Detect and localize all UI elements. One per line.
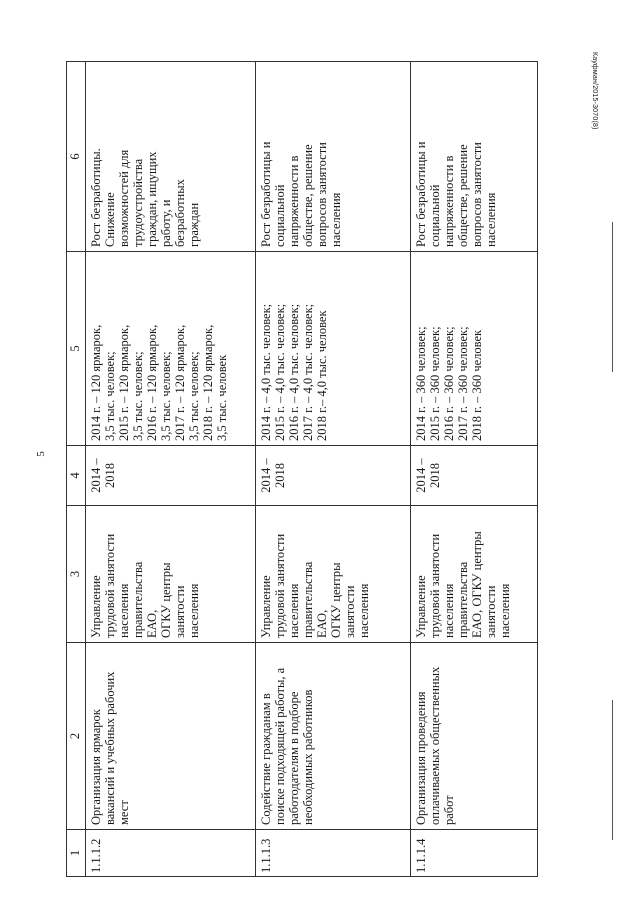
text-line: поиске подходящей работы, а (273, 667, 287, 825)
text-line: 2016 г. – 120 ярмарок, (145, 324, 159, 441)
text-line: трудовой занятости (103, 533, 117, 638)
text-line: ЕАО, ОГКУ центры (470, 531, 484, 638)
text-line: напряженности в (442, 155, 456, 247)
text-line: правительства (131, 561, 145, 638)
text-line: Организация проведения (414, 691, 428, 825)
text-line: Организация ярмарок (89, 709, 103, 825)
header-cell-6: 6 (67, 62, 86, 252)
margin-rule-top (612, 222, 613, 372)
text-line: работодателям в подборе (287, 691, 301, 825)
text-line: 3,5 тыс. человек; (159, 351, 173, 441)
header-cell-5: 5 (67, 252, 86, 446)
text-line: возможностей для (117, 149, 131, 247)
text-line: 2014 г. – 360 человек; (414, 326, 428, 441)
period-cell (411, 446, 538, 506)
text-line: вопросов занятости (470, 142, 484, 247)
text-line: мест (117, 800, 131, 825)
text-line: Управление (414, 575, 428, 638)
row-code: 1.1.1.4 (411, 830, 538, 877)
text-line: трудоустройства (131, 158, 145, 247)
text-line: 2015 г. – 4,0 тыс. человек; (273, 303, 287, 441)
measure-cell (256, 643, 411, 830)
text-line: Рост безработицы и (414, 141, 428, 247)
text-line: населения (187, 583, 201, 638)
text-line: 2017 г. – 4,0 тыс. человек; (301, 303, 315, 441)
page-number: 5 (34, 451, 47, 457)
text-line: обществе, решение (301, 144, 315, 247)
text-line: 2014 – (414, 458, 428, 493)
text-line: 2018 г. – 120 ярмарок, (201, 324, 215, 441)
text-line: вопросов занятости (315, 142, 329, 247)
text-line: населения (287, 583, 301, 638)
header-cell-1: 1 (67, 830, 86, 877)
text-line: занятости (173, 585, 187, 638)
text-line: вакансий и учебных рабочих (103, 671, 117, 825)
text-line: 2018 г. – 360 человек (470, 329, 484, 441)
period-cell (256, 446, 411, 506)
text-line: 2018 г.– 4,0 тыс. человек (315, 310, 329, 441)
consequences-cell (86, 62, 256, 252)
text-line: напряженности в (287, 155, 301, 247)
text-line: Управление (89, 575, 103, 638)
text-line: обществе, решение (456, 144, 470, 247)
text-line: 2014 – (259, 458, 273, 493)
row-code: 1.1.1.3 (256, 830, 411, 877)
text-line: 2016 г. – 4,0 тыс. человек; (287, 303, 301, 441)
text-line: 2015 г. – 360 человек; (428, 326, 442, 441)
text-line: населения (117, 583, 131, 638)
text-line: 2017 г. – 120 ярмарок, (173, 324, 187, 441)
measure-cell (411, 643, 538, 830)
text-line: 3,5 тыс. человек; (103, 351, 117, 441)
measures-table (66, 61, 538, 877)
text-line: граждан, ищущих (145, 151, 159, 247)
text-line: социальной (273, 184, 287, 247)
text-line: необходимых работников (301, 689, 315, 825)
header-cell-3: 3 (67, 506, 86, 643)
text-line: работу, и (159, 199, 173, 247)
text-line: 2018 (273, 463, 287, 488)
table-row (411, 62, 538, 877)
executor-cell (86, 506, 256, 643)
executor-cell (256, 506, 411, 643)
text-line: трудовой занятости (273, 533, 287, 638)
document-stamp: Кауфман/2015-3070(8) (591, 52, 598, 130)
header-row (67, 62, 86, 877)
text-line: трудовой занятости (428, 533, 442, 638)
text-line: 3,5 тыс. человек; (187, 351, 201, 441)
text-line: ОГКУ центры (329, 562, 343, 638)
text-line: 2014 г. – 120 ярмарок, (89, 324, 103, 441)
header-cell-4: 4 (67, 446, 86, 506)
executor-cell (411, 506, 538, 643)
text-line: правительства (456, 561, 470, 638)
text-line: населения (329, 192, 343, 247)
text-line: Содействие гражданам в (259, 693, 273, 825)
consequences-cell (256, 62, 411, 252)
text-line: населения (357, 583, 371, 638)
period-cell (86, 446, 256, 506)
measure-cell (86, 643, 256, 830)
text-line: 2018 (103, 463, 117, 488)
results-cell (411, 252, 538, 446)
text-line: 2015 г. – 120 ярмарок, (117, 324, 131, 441)
text-line: населения (484, 192, 498, 247)
margin-rule-bottom (612, 700, 613, 840)
text-line: занятости (343, 585, 357, 638)
consequences-cell (411, 62, 538, 252)
text-line: ОГКУ центры (159, 562, 173, 638)
header-cell-2: 2 (67, 643, 86, 830)
text-line: безработных (173, 179, 187, 247)
text-line: Управление (259, 575, 273, 638)
results-cell (256, 252, 411, 446)
text-line: правительства (301, 561, 315, 638)
text-line: 2018 (428, 463, 442, 488)
table-row (86, 62, 256, 877)
text-line: населения (498, 583, 512, 638)
text-line: населения (442, 583, 456, 638)
text-line: оплачиваемых общественных (428, 666, 442, 825)
text-line: 2014 – (89, 458, 103, 493)
results-cell (86, 252, 256, 446)
text-line: граждан (187, 202, 201, 247)
text-line: занятости (484, 585, 498, 638)
text-line: ЕАО, (315, 609, 329, 638)
text-line: 3,5 тыс. человек (215, 354, 229, 441)
text-line: 3,5 тыс. человек; (131, 351, 145, 441)
text-line: 2017 г. – 360 человек; (456, 326, 470, 441)
row-code: 1.1.1.2 (86, 830, 256, 877)
text-line: ЕАО, (145, 609, 159, 638)
text-line: Рост безработицы. (89, 148, 103, 247)
text-line: Рост безработицы и (259, 141, 273, 247)
rotated-page (66, 62, 538, 877)
text-line: 2016 г. – 360 человек; (442, 326, 456, 441)
text-line: Снижение (103, 192, 117, 247)
text-line: 2014 г. – 4,0 тыс. человек; (259, 303, 273, 441)
text-line: работ (442, 795, 456, 825)
table-row (256, 62, 411, 877)
text-line: социальной (428, 184, 442, 247)
